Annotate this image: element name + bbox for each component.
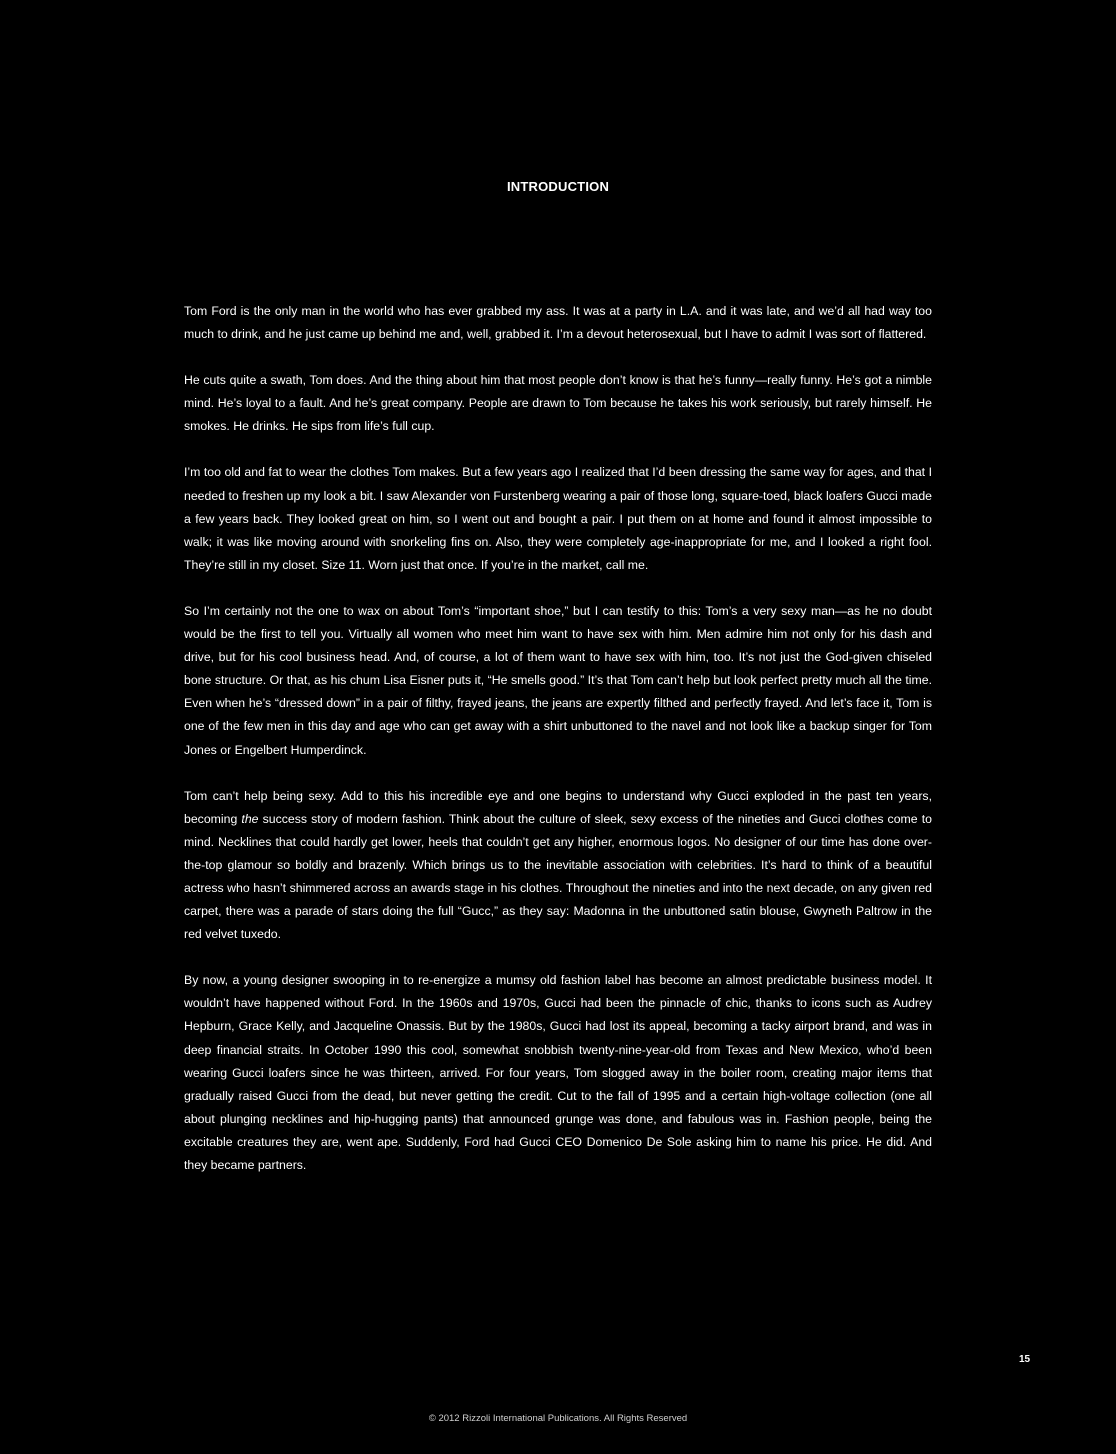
copyright-notice: © 2012 Rizzoli International Publications. All Rights Reserved — [428, 1413, 688, 1424]
paragraph-5-emphasis: the — [241, 811, 259, 826]
paragraph-5-text-b: success story of modern fashion. Think about the culture of sleek, sexy excess of the nineties and Gucci clothes come to mind. Necklines that could hardly get lower, heels that couldn’t get any higher, enormous logos. No designer of our time has done over-the-top glamour so boldly and brazenly. Which brings us to the inevitable association with celebrities. It’s hard to think of a beautiful actress who hasn’t shimmered across an awards stage in his clothes. Throughout the nineties and into the next decade, on any given red carpet, there was a parade of stars doing the full “Gucc,” as they say: Madonna in the unbuttoned satin blouse, Gwyneth Paltrow in the red velvet tuxedo. — [184, 811, 932, 942]
paragraph-6: By now, a young designer swooping in to re-energize a mumsy old fashion label has become an almost predictable business model. It wouldn’t have happened without Ford. In the 1960s and 1970s, Gucci had been the pinnacle of chic, thanks to icons such as Audrey Hepburn, Grace Kelly, and Jacqueline Onassis. But by the 1980s, Gucci had lost its appeal, becoming a tacky airport brand, and was in deep financial straits. In October 1990 this cool, somewhat snobbish twenty-nine-year-old from Texas and New Mexico, who’d been wearing Gucci loafers since he was thirteen, arrived. For four years, Tom slogged away in the boiler room, creating major items that gradually raised Gucci from the dead, but never getting the credit. Cut to the fall of 1995 and a certain high-voltage collection (one all about plunging necklines and hip-hugging pants) that announced grunge was done, and fabulous was in. Fashion people, being the excitable creatures they are, went ape. Suddenly, Ford had Gucci CEO Domenico De Sole asking him to name his price. He did. And they became partners. — [184, 973, 932, 1172]
page-title: INTRODUCTION — [506, 179, 610, 194]
paragraph-5 — [184, 785, 932, 947]
paragraph-5-text-a: Tom can’t help being sexy. Add to this his incredible eye and one begins to understand why Gucci exploded in the past ten years, becoming — [184, 788, 932, 826]
paragraph-1: Tom Ford is the only man in the world who has ever grabbed my ass. It was at a party in L.A. and it was late, and we’d all had way too much to drink, and he just came up behind me and, well, grabbed it. I’m a devout heterosexual, but I have to admit I was sort of flattered. — [184, 304, 932, 342]
article-body — [184, 300, 932, 1200]
paragraph-3: I’m too old and fat to wear the clothes Tom makes. But a few years ago I realized that I’d been dressing the same way for ages, and that I needed to freshen up my look a bit. I saw Alexander von Furstenberg wearing a pair of those long, square-toed, black loafers Gucci made a few years back. They looked great on him, so I went out and bought a pair. I put them on at home and found it almost impossible to walk; it was like moving around with snorkeling fins on. Also, they were completely age-inappropriate for me, and I looked a right fool. They’re still in my closet. Size 11. Worn just that once. If you’re in the market, call me. — [184, 465, 932, 572]
paragraph-4: So I’m certainly not the one to wax on about Tom’s “important shoe,” but I can testify to this: Tom’s a very sexy man—as he no doubt would be the first to tell you. Virtually all women who meet him want to have sex with him. Men admire him not only for his dash and drive, but for his cool business head. And, of course, a lot of them want to have sex with him, too. It’s not just the God-given chiseled bone structure. Or that, as his chum Lisa Eisner puts it, “He smells good.” It’s that Tom can’t help but look perfect pretty much all the time. Even when he’s “dressed down” in a pair of filthy, frayed jeans, the jeans are expertly filthed and perfectly frayed. And let’s face it, Tom is one of the few men in this day and age who can get away with a shirt unbuttoned to the navel and not look like a backup singer for Tom Jones or Engelbert Humperdinck. — [184, 603, 932, 757]
page-number: 15 — [1019, 1354, 1031, 1365]
paragraph-2: He cuts quite a swath, Tom does. And the thing about him that most people don’t know is that he’s funny—really funny. He’s got a nimble mind. He’s loyal to a fault. And he’s great company. People are drawn to Tom because he takes his work seriously, but rarely himself. He smokes. He drinks. He sips from life’s full cup. — [184, 373, 932, 434]
